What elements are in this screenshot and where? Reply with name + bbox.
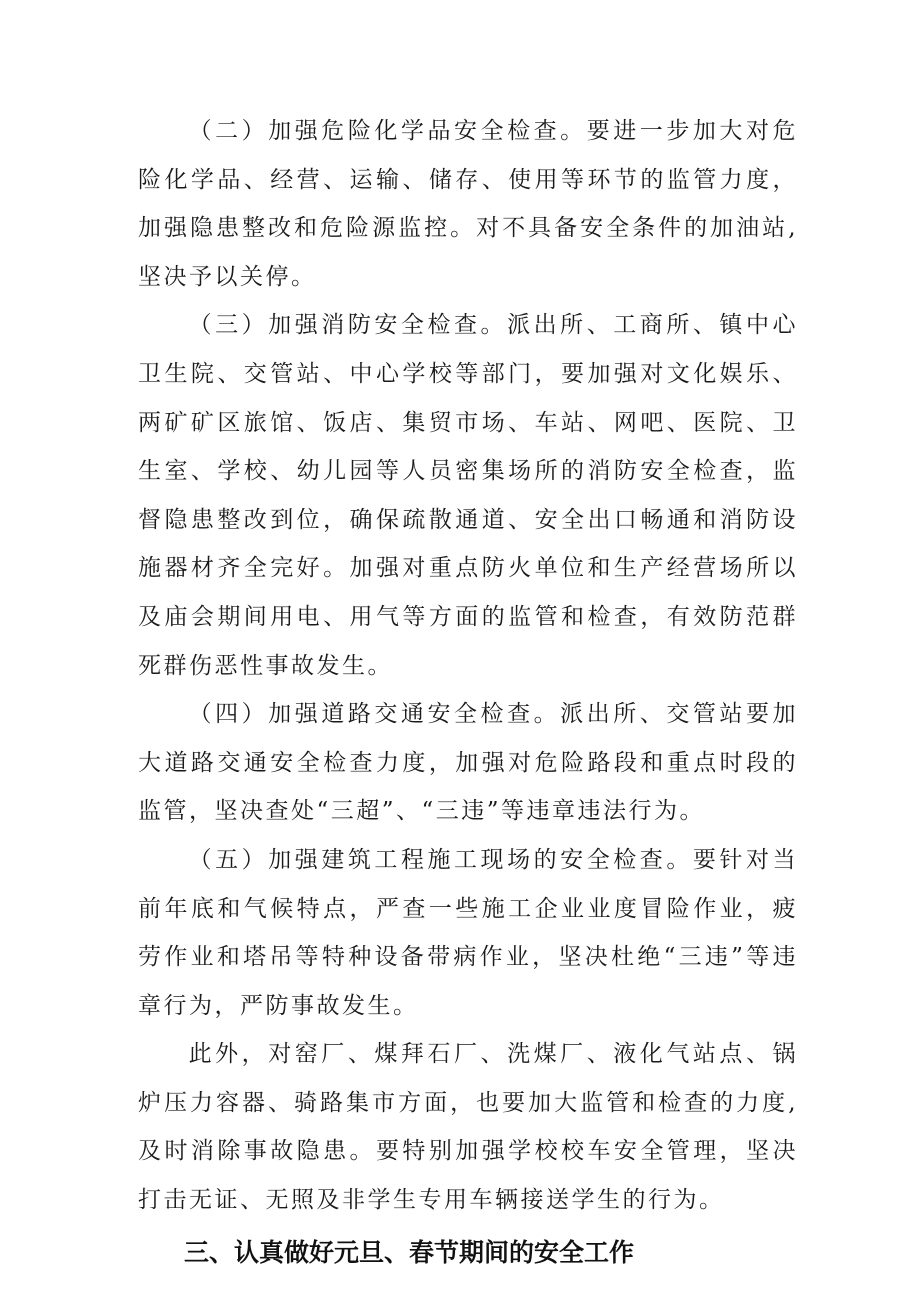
document-body	[138, 107, 798, 1279]
paragraph-other-inspections: 此外，对窑厂、煤拜石厂、洗煤厂、液化气站点、锅炉压力容器、骑路集市方面，也要加大监管和检查的力度,及时消除事故隐患。要特别加强学校校车安全管理，坚决打击无证、无照及非学生专用车辆接送学生的行为。	[138, 1041, 798, 1214]
paragraph-hazardous-chemicals: （二）加强危险化学品安全检查。要进一步加大对危险化学品、经营、运输、储存、使用等环节的监管力度，加强隐患整改和危险源监控。对不具备安全条件的加油站,坚决予以关停。	[138, 118, 798, 290]
paragraph-fire-safety: （三）加强消防安全检查。派出所、工商所、镇中心卫生院、交管站、中心学校等部门，要加强对文化娱乐、两矿矿区旅馆、饭店、集贸市场、车站、网吧、医院、卫生室、学校、幼儿园等人员密集场所的消防安全检查，监督隐患整改到位，确保疏散通道、安全出口畅通和消防设施器材齐全完好。加强对重点防火单位和生产经营场所以及庙会期间用电、用气等方面的监管和检查，有效防范群死群伤恶性事故发生。	[138, 312, 798, 679]
paragraph-construction-sites: （五）加强建筑工程施工现场的安全检查。要针对当前年底和气候特点，严查一些施工企业业度冒险作业，疲劳作业和塔吊等特种设备带病作业，坚决杜绝“三违”等违章行为，严防事故发生。	[138, 846, 798, 1019]
paragraph-road-traffic: （四）加强道路交通安全检查。派出所、交管站要加大道路交通安全检查力度，加强对危险路段和重点时段的监管，坚决查处“三超”、“三违”等违章违法行为。	[138, 701, 798, 825]
section-heading: 三、认真做好元旦、春节期间的安全工作	[184, 1237, 635, 1267]
